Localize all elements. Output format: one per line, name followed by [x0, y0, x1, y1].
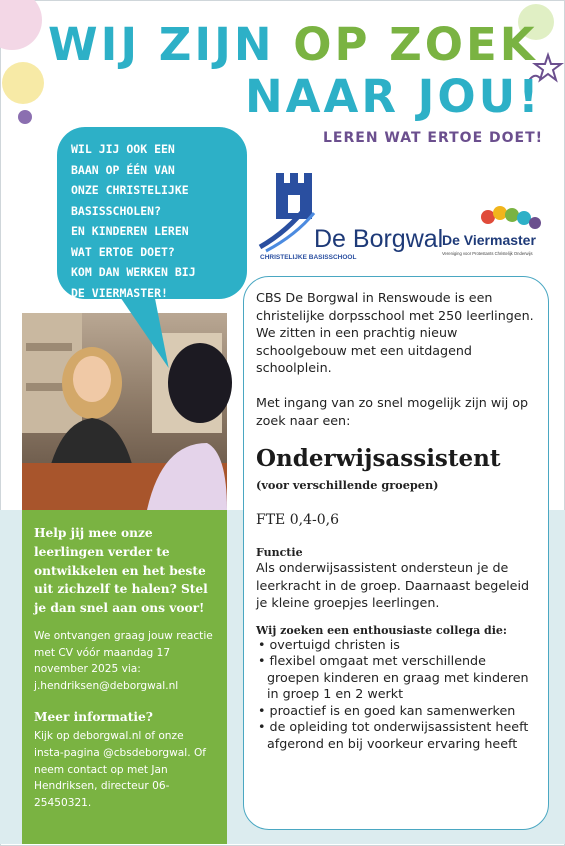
contact-panel — [22, 510, 227, 844]
speech-bubble — [57, 127, 247, 299]
tagline: LEREN WAT ERTOE DOET! — [323, 130, 544, 146]
speech-bubble-text — [71, 139, 233, 303]
headline-line1-green: OP ZOEK — [293, 18, 538, 71]
viermaster-name: De Viermaster — [442, 232, 536, 248]
contact-lead: Help jij mee onze leerlingen verder te ontwikkelen en het beste uit zichzelf te halen? Stel je dan snel aan ons voor! — [34, 526, 208, 616]
bubble-line: DE VIERMASTER! — [71, 285, 168, 300]
function-label: Functie — [256, 546, 303, 560]
bubble-line: WAT ERTOE DOET? — [71, 244, 175, 259]
borgwal-logo — [258, 165, 444, 261]
bubble-line: ONZE CHRISTELIJKE — [71, 183, 189, 197]
viermaster-logo — [440, 203, 545, 261]
list-item: • proactief is en goed kan samenwerken — [256, 703, 536, 720]
headline-line2-text: NAAR JOU! — [245, 70, 542, 123]
job-subtitle: (voor verschillende groepen) — [256, 478, 439, 493]
info-text: Kijk op deborgwal.nl of onze insta-pagina @cbsdeborgwal. Of neem contact op met Jan Hendriksen, directeur 06-25450321. — [34, 730, 207, 809]
bubble-line: WIL JIJ OOK EEN — [71, 142, 175, 156]
job-title: Onderwijsassistent — [256, 445, 501, 473]
function-text: Als onderwijsassistent ondersteun je de leerkracht in de groep. Daarnaast begeleid je kleine groepjes leerlingen. — [256, 560, 530, 611]
decor-blob-purple — [18, 110, 32, 124]
school-intro: CBS De Borgwal in Renswoude is een christelijke dorpsschool met 250 leerlingen. We zitten in een prachtig nieuw schoolgebouw met een uitdagend schoolplein. — [256, 290, 534, 376]
bubble-line: BAAN OP ÉÉN VAN — [71, 162, 175, 177]
vacancy-intro: Met ingang van zo snel mogelijk zijn wij op zoek naar een: — [256, 394, 529, 428]
requirements-label: Wij zoeken een enthousiaste collega die: — [256, 623, 507, 637]
headline-line2 — [245, 70, 542, 123]
bubble-line: KOM DAN WERKEN BIJ — [71, 265, 196, 279]
viermaster-sub: Vereniging voor Protestants Christelijk Onderwijs — [442, 251, 533, 256]
bubble-line: BASISSCHOLEN? — [71, 203, 162, 218]
headline-line1 — [48, 18, 538, 71]
info-heading: Meer informatie? — [34, 710, 153, 725]
list-item: • flexibel omgaat met verschillende groepen kinderen en graag met kinderen in groep 1 en 2 werkt — [256, 653, 536, 703]
decor-blob-yellow — [2, 62, 44, 104]
list-item: • de opleiding tot onderwijsassistent heeft afgerond en bij voorkeur ervaring heeft — [256, 719, 536, 752]
borgwal-sub: CHRISTELIJKE BASISSCHOOL — [260, 254, 357, 261]
list-item: • overtuigd christen is — [256, 637, 536, 654]
fte: FTE 0,4-0,6 — [256, 512, 339, 529]
bubble-line: EN KINDEREN LEREN — [71, 224, 189, 238]
borgwal-name: De Borgwal — [314, 225, 444, 253]
vacancy-card — [243, 276, 549, 830]
teacher-photo-illustration — [22, 313, 227, 510]
requirements-list — [256, 637, 536, 753]
apply-text: We ontvangen graag jouw reactie met CV vóór maandag 17 november 2025 via: j.hendriksen@deborgwal.nl — [34, 629, 213, 692]
teacher-photo — [22, 313, 227, 510]
headline-line1-teal: WIJ ZIJN — [48, 18, 294, 71]
